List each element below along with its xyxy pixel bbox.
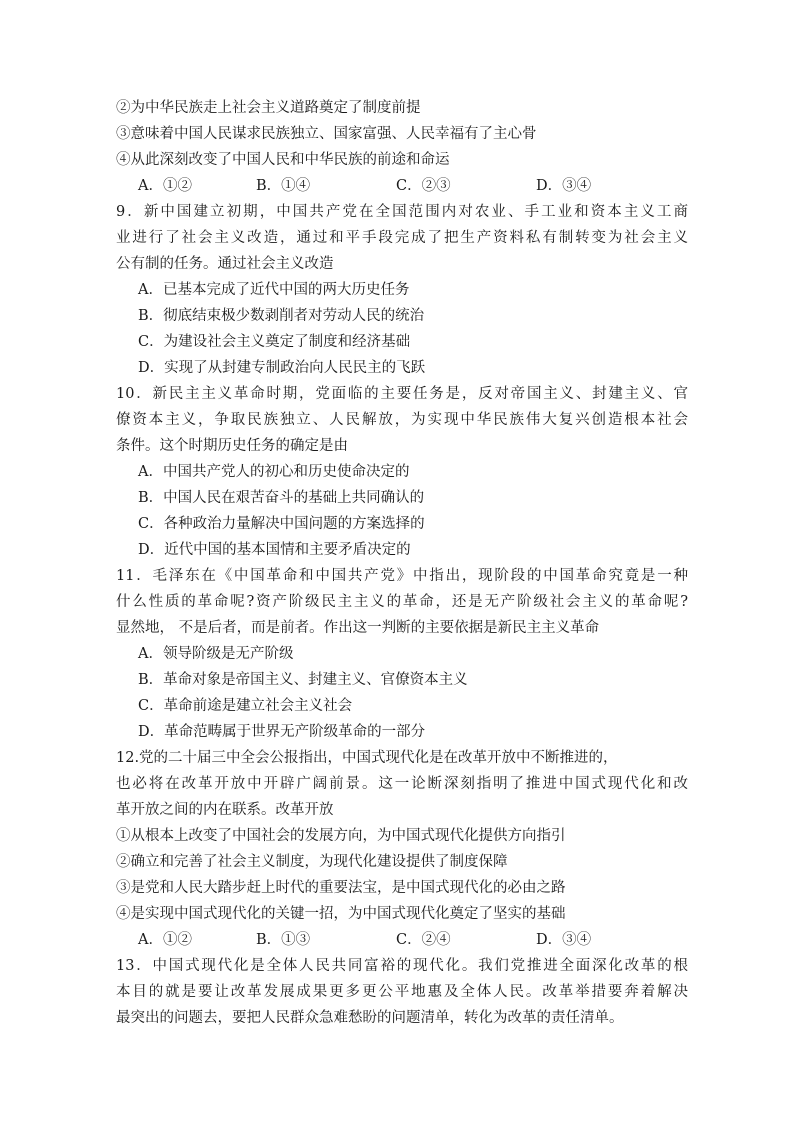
question-10-stem: 10．新民主主义革命时期，党面临的主要任务是，反对帝国主义、封建主义、官: [116, 386, 688, 402]
question-11-stem: 什么性质的革命呢?资产阶级民主主义的革命，还是无产阶级社会主义的革命呢?: [116, 594, 688, 610]
statement-item: ①从根本上改变了中国社会的发展方向，为中国式现代化提供方向指引: [116, 828, 566, 844]
question-11-option-a: A．领导阶级是无产阶级: [138, 646, 294, 662]
question-9-option-a: A．已基本完成了近代中国的两大历史任务: [138, 282, 410, 298]
question-9-stem: 业进行了社会主义改造，通过和平手段完成了把生产资料私有制转变为社会主义: [116, 230, 688, 246]
statement-item: ④从此深刻改变了中国人民和中华民族的前途和命运: [116, 152, 450, 168]
answer-choices: [116, 927, 688, 953]
question-13-stem: 最突出的问题去，要把人民群众急难愁盼的问题清单，转化为改革的责任清单。: [116, 1010, 624, 1026]
question-10-option-a: A．中国共产党人的初心和历史使命决定的: [138, 464, 410, 480]
choice-c: C．②④: [396, 932, 451, 948]
question-11-option-b: B．革命对象是帝国主义、封建主义、官僚资本主义: [138, 672, 468, 688]
choice-b: B．①④: [256, 178, 311, 194]
question-11-stem: 显然地， 不是后者，而是前者。作出这一判断的主要依据是新民主主义革命: [116, 620, 600, 636]
question-12-stem: 革开放之间的内在联系。改革开放: [116, 802, 334, 818]
statement-item: ④是实现中国式现代化的关键一招，为中国式现代化奠定了坚实的基础: [116, 906, 566, 922]
question-9-stem: 公有制的任务。通过社会主义改造: [116, 256, 334, 272]
question-10-option-b: B．中国人民在艰苦奋斗的基础上共同确认的: [138, 490, 425, 506]
question-11-option-d: D．革命范畴属于世界无产阶级革命的一部分: [138, 724, 426, 740]
question-10-option-c: C．各种政治力量解决中国问题的方案选择的: [138, 516, 425, 532]
question-10-stem: 条件。这个时期历史任务的确定是由: [116, 438, 348, 454]
question-12-stem: 12.党的二十届三中全会公报指出，中国式现代化是在改革开放中不断推进的，: [116, 750, 618, 766]
statement-item: ②确立和完善了社会主义制度，为现代化建设提供了制度保障: [116, 854, 508, 870]
question-11-stem: 11．毛泽东在《中国革命和中国共产党》中指出，现阶段的中国革命究竟是一种: [116, 568, 688, 584]
question-9-option-b: B．彻底结束极少数剥削者对劳动人民的统治: [138, 308, 425, 324]
choice-c: C．②③: [396, 178, 451, 194]
question-11-option-c: C．革命前途是建立社会主义社会: [138, 698, 353, 714]
question-13-stem: 13．中国式现代化是全体人民共同富裕的现代化。我们党推进全面深化改革的根: [116, 958, 688, 974]
question-12-stem: 也必将在改革开放中开辟广阔前景。这一论断深刻指明了推进中国式现代化和改: [116, 776, 688, 792]
choice-a: A．①②: [138, 932, 192, 948]
question-10-option-d: D．近代中国的基本国情和主要矛盾决定的: [138, 542, 411, 558]
statement-item: ②为中华民族走上社会主义道路奠定了制度前提: [116, 100, 421, 116]
answer-choices: [116, 173, 688, 199]
document-page: [116, 95, 688, 1031]
choice-d: D．③④: [536, 932, 592, 948]
question-9-stem: 9．新中国建立初期，中国共产党在全国范围内对农业、手工业和资本主义工商: [116, 204, 688, 220]
choice-a: A．①②: [138, 178, 192, 194]
statement-item: ③是党和人民大踏步赶上时代的重要法宝，是中国式现代化的必由之路: [116, 880, 566, 896]
choice-d: D．③④: [536, 178, 592, 194]
question-13-stem: 本目的就是要让改革发展成果更多更公平地惠及全体人民。改革举措要奔着解决: [116, 984, 688, 1000]
question-9-option-c: C．为建设社会主义奠定了制度和经济基础: [138, 334, 411, 350]
question-9-option-d: D．实现了从封建专制政治向人民民主的飞跃: [138, 360, 426, 376]
statement-item: ③意味着中国人民谋求民族独立、国家富强、人民幸福有了主心骨: [116, 126, 537, 142]
question-10-stem: 僚资本主义，争取民族独立、人民解放，为实现中华民族伟大复兴创造根本社会: [116, 412, 688, 428]
choice-b: B．①③: [256, 932, 311, 948]
